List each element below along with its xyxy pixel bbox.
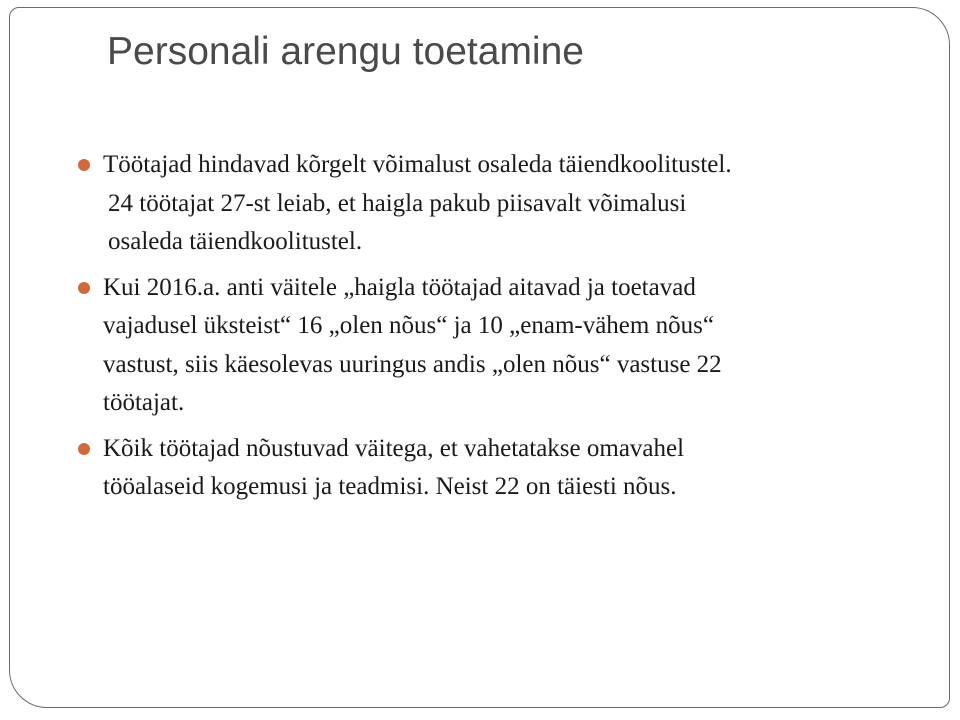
bullet-line: osaleda täiendkoolitustel.	[108, 228, 363, 255]
bullet-dot-icon	[78, 282, 90, 294]
bullet-line: Kõik töötajad nõustuvad väitega, et vahetatakse omavahel	[103, 434, 685, 462]
bullet-dot-icon	[78, 443, 90, 455]
bullet-item-training	[78, 146, 898, 262]
bullet-line: vastust, siis käesolevas uuringus andis „olen nõus“ vastuse 22	[103, 350, 722, 378]
bullet-line: Töötajad hindavad kõrgelt võimalust osaleda täiendkoolitustel.	[103, 151, 732, 178]
bullet-line: vajadusel üksteist“ 16 „olen nõus“ ja 10 „enam-vähem nõus“	[103, 312, 714, 339]
bullet-dot-icon	[78, 159, 90, 171]
bullet-line: Kui 2016.a. anti väitele „haigla töötajad aitavad ja toetavad	[103, 273, 696, 301]
bullet-item-knowledge-sharing	[78, 430, 898, 507]
bullet-line: töötajat.	[103, 389, 185, 416]
bullet-list	[78, 146, 898, 507]
bullet-line: tööalaseid kogemusi ja teadmisi. Neist 22 on täiesti nõus.	[103, 473, 677, 500]
bullet-item-support	[78, 269, 898, 423]
bullet-line: 24 töötajat 27-st leiab, et haigla pakub piisavalt võimalusi	[108, 189, 687, 217]
slide-title: Personali arengu toetamine	[107, 30, 584, 73]
